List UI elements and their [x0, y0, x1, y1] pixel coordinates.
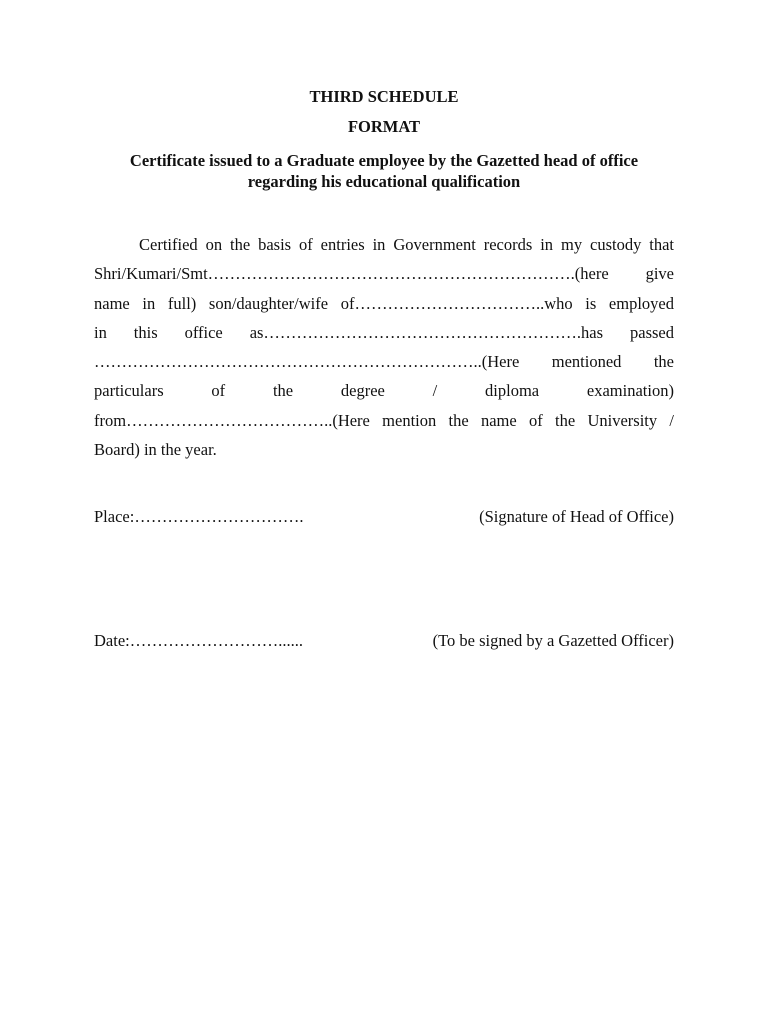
body-word: the	[272, 381, 294, 401]
body-word: of	[211, 381, 226, 401]
body-word: this	[133, 322, 158, 342]
body-word: /	[432, 381, 438, 401]
body-line-spread	[94, 376, 674, 405]
format-title: FORMAT	[347, 117, 421, 136]
schedule-title: THIRD SCHEDULE	[309, 87, 459, 106]
body-line: Board) in the year.	[94, 440, 217, 460]
body-line: name in full) son/daughter/wife of……………………………..who is employed	[94, 293, 674, 313]
body-word: particulars	[94, 381, 164, 401]
body-word: office	[184, 322, 223, 342]
body-word: in	[94, 322, 107, 342]
place-signature-row	[94, 507, 674, 527]
body-word: as………………………………………………….has	[249, 322, 604, 342]
body-word: degree	[340, 381, 385, 401]
body-line: Certified on the basis of entries in Government records in my custody that	[139, 235, 674, 254]
body-line	[94, 318, 674, 347]
signature-label: (Signature of Head of Office)	[479, 507, 674, 526]
body-line: Shri/Kumari/Smt………………………………………………………….(here give	[94, 264, 674, 284]
gazetted-officer-label: (To be signed by a Gazetted Officer)	[432, 631, 674, 650]
date-officer-row	[94, 631, 674, 651]
certificate-body	[94, 230, 674, 464]
body-line: from………………………………..(Here mention the name of the University /	[94, 410, 674, 430]
date-field: Date:………………………......	[94, 631, 303, 650]
body-word: diploma	[485, 381, 540, 401]
body-word: examination)	[586, 381, 674, 401]
certificate-subtitle: Certificate issued to a Graduate employee by the Gazetted head of office regarding his educational qualification	[129, 151, 639, 191]
body-word: passed	[630, 322, 674, 342]
place-field: Place:………………………….	[94, 507, 304, 526]
body-line: ……………………………………………………………..(Here mentioned the	[94, 352, 674, 372]
